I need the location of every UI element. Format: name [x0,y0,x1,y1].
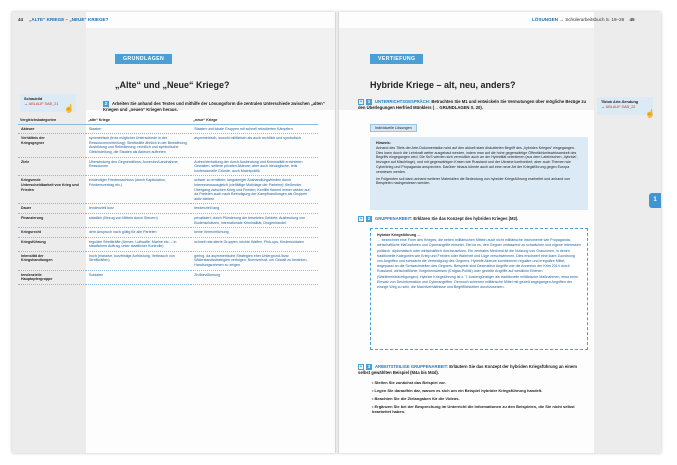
hinweis-text-2: Im Folgenden soll dann anhand weiterer Materialien die Bedeutung von hybrider Kriegsführung erarbeitet und anhand von Beispielen nachgewiesen werden. [376,176,570,186]
row-label: Finanzierung [21,215,44,220]
new-war-cell: asymmetrisch, sowohl militärisch als auch rechtlich und symbolisch [191,134,318,157]
task-label: ARBEITSTEILIGE GRUPPENARBEIT: [375,364,449,370]
bullet-text: Beachten Sie die Zielangaben für die Videos. [374,396,460,401]
table-row [18,213,318,227]
hand-cursor-icon: ☝ [645,109,655,118]
row-label: Kriegsrecht [21,230,41,235]
row-label: Kriegsführung [21,239,46,244]
right-task-1 [358,99,590,111]
row-sublabel: Hauptopfergruppe [21,277,53,282]
task-text: Erläutern Sie das Konzept der hybriden Kriegsführung an einem selbst gewählten Beispiel (M4a bis M4d). [358,364,577,375]
answer-text: … bezeichnet eine Form des Krieges, die neben militärischen Mitteln auch nicht militärische Instrumente wie Propaganda, wirtschaftliche Maßnahmen und Cyberangriffe einsetzt. Ziel ist es, den Gegner umfassend zu schwächen und eigene Interessen politisch, diplomatisch oder wirtschaftlich durchzusetzen. Ein zentrales Merkmal ist die Nutzung von Grauzonen, in denen traditionelle Kategorien wie Krieg und Frieden oder Wahrheit und Lüge verschwimmen. Dies erschwert eine klare Zuordnung von Angriffen und schwächt die Verteidigung des Gegners. Hybride Akteure kombinieren reguläre und irreguläre Mittel, angepasst an die Schwachstellen des Gegners. Beispiele sind Destruktive Angriffe wie die Annexion der Krim 2014 durch Russland, wirtschaftlicher Vorgehensweisen (Erdgas-Politik) oder gezielte Angriffe auf westliche Ebenen (Wahlbeeinträchtigungen). Hybride Kriegsführung ist z. T. kostengünstiger als traditionelle militärische Maßnahmen, etwa beim Einsatz von Desinformation und Cyberangriffen. Dennoch schienen militärische Mittel mit gezielt angegangen Angriffen der einzige Weg zu sein, die Machtverhältnisse und Begrifflichkeiten durchzusetzen. [377,238,581,290]
right-running-head-sub: → Schülerarbeitsbuch S. 18–26 [559,17,625,22]
list-item: • Stellen Sie zunächst das Beispiel vor. [372,380,446,385]
row-label: Akteure [21,126,35,131]
row-sublabel: Kriegshandlungen [21,258,53,263]
left-running-head [18,17,108,22]
table-header: „neue“ Kriege [191,117,318,124]
new-war-cell: schnell rekrutierte Gruppen, leichte Waffen, Pick-ups, Kindersoldaten [191,237,318,251]
table-row [18,237,318,251]
hinweis-box [370,137,588,210]
table-header: „alte“ Kriege [86,117,191,124]
right-margin-band [594,12,661,453]
task-3-bullets [372,380,588,417]
old-war-cell: dem Anspruch nach gültig für alle Parteien [86,228,191,238]
bullet-text: Legen Sie daraufhin dar, warum es sich um ein Beispiel hybrider Kriegsführung handelt. [374,388,543,393]
plus-icon[interactable]: + [359,364,363,370]
right-title-band [339,28,594,110]
left-running-head-text: „ALTE“ KRIEGE – „NEUE“ KRIEGE? [29,17,109,22]
list-item: • Beachten Sie die Zielangaben für die Videos. [372,396,460,401]
table-row [18,157,318,176]
new-war-cell: privatisiert; durch Plünderung der besetzten Gebiete, Ausbeutung von Bodenschätzen, internationale Kriminalität, Drogenhandel [191,213,318,227]
row-label: Ziele [21,159,30,164]
row-label: Verhältnis der [21,136,45,141]
schaubild-link[interactable]: ABLAUF SAB_21 [28,102,59,106]
section-pill-grundlagen: GRUNDLAGEN [115,54,172,64]
plus-icon[interactable]: + [359,99,363,105]
individual-solutions-label: Individuelle Lösungen [370,124,417,132]
table-row [18,204,318,214]
table-row [18,228,318,238]
old-war-cell: eindeutiger Friedensschluss (durch Kapitulation, Friedensvertrag etc.) [86,176,191,204]
hybrid-warfare-answer-box [370,228,588,350]
table-header: Vergleichskategorien [18,117,86,124]
table-row [18,270,318,284]
task-number-badge: 2 [367,216,371,221]
task-label: UNTERRICHTSGESPRÄCH: [375,99,431,105]
task-text: Betrachten Sie M1 und entwickeln Sie Vermutungen über mögliche Bezüge zu den Überlegungen Herfried Münklers (→ GRUNDLAGEN S. 20). [358,99,587,110]
edge-tab[interactable]: 1 [649,193,661,208]
old-war-cell: symmetrisch (trotz möglicher Unterschiede in der Ressourcenverteilung): Streitkräfte ähnlich in der Bewaffnung, Ausbildung und Rekrutierung; rechtlich und symbolische Gleichstellung, die Staaten als Akteure auftreten [86,134,191,157]
task-label: GRUPPENARBEIT: [375,216,413,222]
bullet-text: Ergänzen Sie bei der Besprechung im Unterricht die Informationen zu den Beispielen, die Sie nicht selbst bearbeitet haben. [372,404,575,415]
old-war-cell: hoch (massive, kurzfristige Aufrüstung, Verbrauch von Streitkräften) [86,251,191,270]
left-title-band [86,28,335,110]
task-number-badge: 1 [367,99,371,104]
row-label: tendenzielle [21,272,42,277]
hinweis-title: Hinweis: [376,141,391,145]
row-sublabel: Unterscheidbarkeit von Krieg und Frieden [21,182,79,192]
old-war-cell: reguläre Streitkräfte (Armee, Luftwaffe, Marine etc. – in staatlichem Auftrag, unter staatlicher Kontrolle) [86,237,191,251]
old-war-cell: Staaten [86,124,191,134]
right-running-head [532,17,635,22]
table-row [18,124,318,134]
right-task-2 [358,216,590,222]
right-page-title: Hybride Kriege – alt, neu, anders? [370,80,516,90]
task-text: Erklären Sie das Konzept des hybriden Krieges (M2). [413,216,519,222]
new-war-cell: Aufrechterhaltung der durch Ausbeutung und Kriminalität errichteten Gewalten; seltene privaten Akteure; aber auch ideologische, teils konfessionelle Gründe, auch Machtpolitik [191,157,318,176]
left-task-text: Arbeiten Sie anhand des Textes und mithilfe der Lösungsform die zentralen Unterschiede zwischen „alten“ Kriegen und „neuen“ Kriegen heraus. [103,101,325,112]
row-sublabel: Kriegsgegner [21,140,45,145]
schaubild-title: Schaubild [24,97,43,101]
row-label: Intensität der [21,253,44,258]
list-item: • Ergänzen Sie bei der Besprechung im Unterricht die Informationen zu den Beispielen, die Sie nicht selbst bearbeitet haben. [372,404,575,415]
arte-sendung-link[interactable]: ABLAUF SAB_22 [605,105,636,109]
table-row [18,251,318,270]
task-number-badge: 3 [367,364,371,369]
new-war-cell: keine Verrechtlichung [191,228,318,238]
right-running-head-text: LÖSUNGEN [532,17,559,22]
old-war-cell: Überwindung des Gegnerwillens; Annexion/Landnahme; Ressourcen [86,157,191,176]
row-label: Kriegsende [21,178,41,183]
arrow-icon: → [24,102,28,106]
bullet-text: Stellen Sie zunächst das Beispiel vor. [374,380,446,385]
row-label: Dauer [21,206,32,211]
new-war-cell: Zivilbevölkerung [191,270,318,284]
table-row [18,176,318,204]
hand-cursor-icon: ☝ [64,104,74,113]
arrow-icon: → [601,105,605,109]
list-item: • Legen Sie daraufhin dar, warum es sich um ein Beispiel hybrider Kriegsführung handelt. [372,388,543,393]
table-row [18,134,318,157]
task-number-badge: 2 [104,101,108,106]
old-war-cell: Soldaten [86,270,191,284]
right-task-3 [358,364,590,376]
table-header-row [18,117,318,124]
left-page-number: 44 [18,17,24,22]
left-task-2 [103,101,325,113]
old-war-cell: tendenziell kurz [86,204,191,214]
hinweis-text: Anhand des Titels der Arte-Dokumentation wird auf den aktuell stark diskutierten Begriff des „hybriden Krieges“ eingegangen. Dies kann durch die Lehrkraft weiter ausgebaut werden, indem man auf die hohe gegenwärtige Öffentlichkeitswirksamkeit des Begriffs eingegangen wird. Die SuS werden sich vermutlich auch an der Hybridität orientieren (aus dem Lateinischen „hybrida“, bezogen auf Mischlinge), und mit gegenwärtigen Krisen wie Russland und der Ukraine konfrontiert, aber auch Themen wie Cyberkrieg und Propaganda ansprechen. Darüber hinaus könnte auch auf eine neue Art der Kriegsführung gegen Europa verwiesen werden. [376,145,578,174]
arte-sendung-title: Tiktok Arte-Sendung [601,100,639,104]
new-war-cell: Staaten und lokale Gruppen mit schnell rekrutierten Kämpfern [191,124,318,134]
new-war-cell: tendenziell lang [191,204,318,214]
left-page-title: „Alte“ und „Neue“ Kriege? [115,80,230,90]
answer-title: Hybride Kriegsführung … [377,233,421,237]
comparison-table [18,117,318,285]
right-page-number: 45 [629,17,635,22]
section-pill-vertiefung: VERTIEFUNG [370,54,423,64]
plus-icon[interactable]: + [359,216,363,222]
new-war-cell: schwer zu ermitteln; langwieriger Aushandlungsfrieden durch Interessensausgleich (vielfältige Motivlage der Parteien); fließender Übergang zwischen Krieg und Frieden; Konflikt flammt immer wieder auf, da Parteien auch nach Beendigung der Kampfhandlungen als Gruppen aktiv bleiben [191,176,318,204]
old-war-cell: staatlich (Bezug von Mitteln durch Steuern) [86,213,191,227]
new-war-cell: gering, da asymmetrische Strategien eher Untergrund-/bzw. Widerstandsstrategien verfolgen; Normverlust, um Gewalt zu bewirken, Handlungsrahmen zu zeigen [191,251,318,270]
